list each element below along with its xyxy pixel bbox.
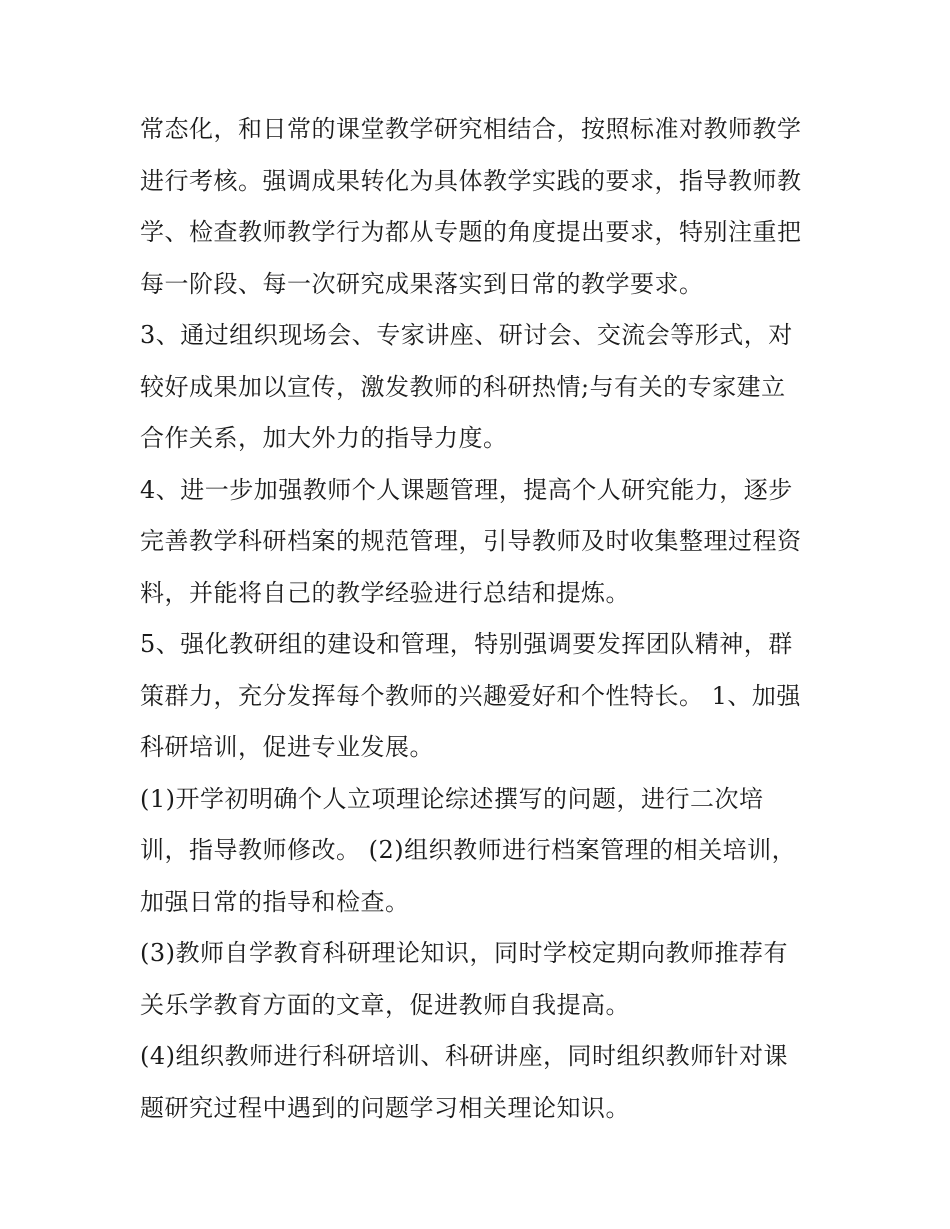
text-line: 训，指导教师修改。 (2)组织教师进行档案管理的相关培训， (140, 836, 797, 864)
text-line: 5、强化教研组的建设和管理，特别强调要发挥团队精神，群 (140, 630, 793, 658)
document-body (140, 104, 840, 1134)
text-line: 关乐学教育方面的文章，促进教师自我提高。 (140, 990, 630, 1019)
text-line: (4)组织教师进行科研培训、科研讲座，同时组织教师针对课 (140, 1042, 788, 1070)
text-line: 较好成果加以宣传，激发教师的科研热情;与有关的专家建立 (140, 372, 786, 401)
text-line: (3)教师自学教育科研理论知识，同时学校定期向教师推荐有 (140, 939, 788, 967)
text-line: 3、通过组织现场会、专家讲座、研讨会、交流会等形式，对 (140, 321, 793, 349)
text-line: 学、检查教师教学行为都从专题的角度提出要求，特别注重把 (140, 218, 802, 246)
text-line: 常态化，和日常的课堂教学研究相结合，按照标准对教师教学 (140, 115, 802, 143)
text-line: 科研培训，促进专业发展。 (140, 733, 434, 761)
text-line: 每一阶段、每一次研究成果落实到日常的教学要求。 (140, 269, 704, 298)
text-line: 料，并能将自己的教学经验进行总结和提炼。 (140, 578, 630, 607)
text-line: 加强日常的指导和检查。 (140, 887, 410, 916)
text-line: 完善教学科研档案的规范管理，引导教师及时收集整理过程资 (140, 527, 802, 555)
text-line: 题研究过程中遇到的问题学习相关理论知识。 (140, 1093, 630, 1122)
text-line: (1)开学初明确个人立项理论综述撰写的问题，进行二次培 (140, 784, 764, 813)
text-line: 合作关系，加大外力的指导力度。 (140, 424, 508, 452)
text-line: 4、进一步加强教师个人课题管理，提高个人研究能力，逐步 (140, 475, 793, 504)
text-line: 策群力，充分发挥每个教师的兴趣爱好和个性特长。 1、加强 (140, 681, 801, 710)
text-line: 进行考核。强调成果转化为具体教学实践的要求，指导教师教 (140, 166, 802, 195)
